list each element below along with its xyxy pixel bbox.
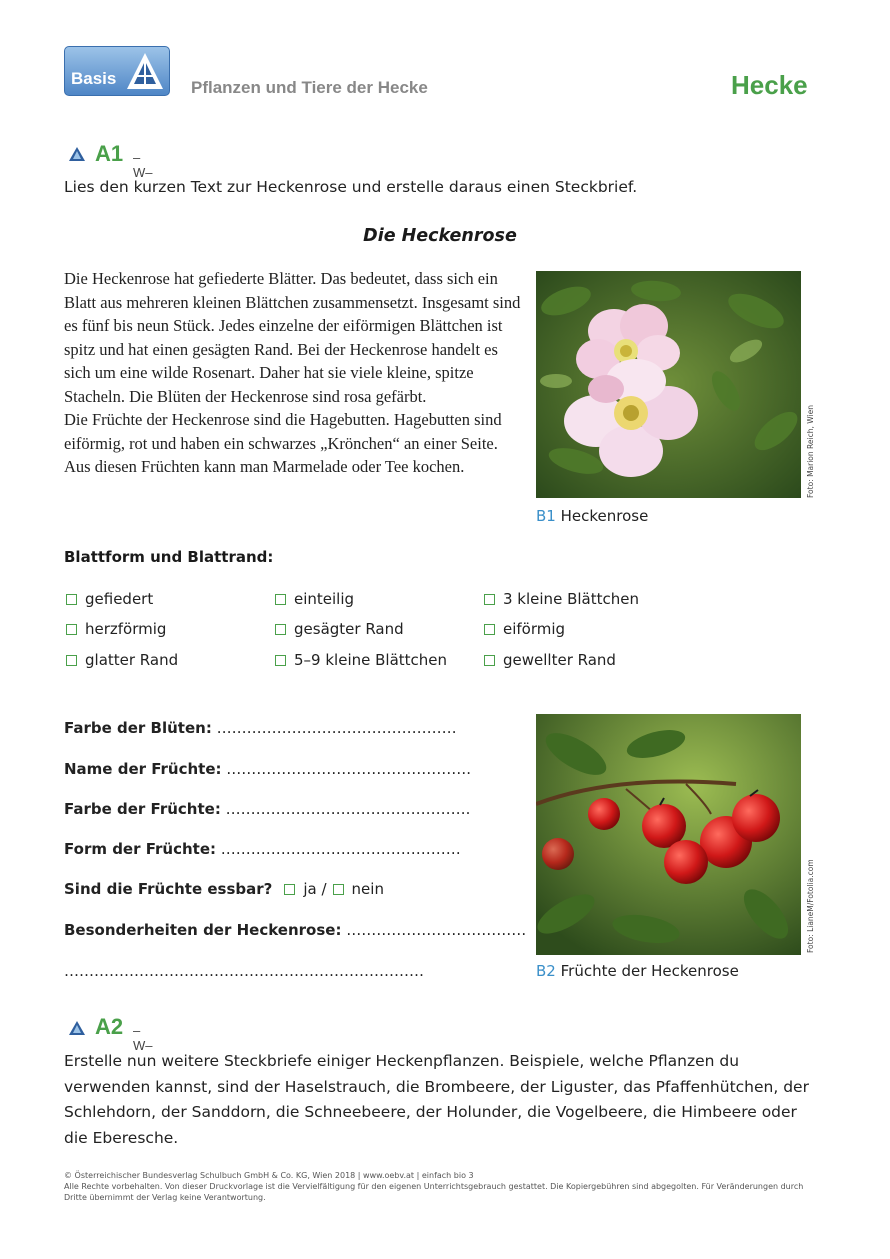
- checkbox-no[interactable]: [333, 884, 344, 895]
- edible-yes-label: ja /: [303, 880, 327, 898]
- field-label: Form der Früchte:: [64, 840, 216, 858]
- story-text: [64, 267, 524, 479]
- option-herzfoermig[interactable]: [66, 620, 166, 638]
- option-5-9-blaettchen[interactable]: [275, 651, 447, 669]
- figure-caption-2: [536, 962, 739, 980]
- field-fruit-color[interactable]: [64, 800, 470, 818]
- footer: [64, 1170, 824, 1203]
- checkbox[interactable]: [66, 624, 77, 635]
- level-triangle-icon: [68, 146, 86, 162]
- field-fruit-name[interactable]: [64, 760, 471, 778]
- figure-number: B2: [536, 962, 556, 980]
- checkbox[interactable]: [275, 594, 286, 605]
- field-fruit-shape[interactable]: [64, 840, 461, 858]
- task-number: A1: [95, 141, 124, 166]
- photo-heckenrose: [536, 271, 801, 498]
- field-label: Farbe der Früchte:: [64, 800, 221, 818]
- fill-in-line[interactable]: …………………………………………: [216, 719, 457, 737]
- option-label: gewellter Rand: [503, 651, 616, 669]
- task-kind: –W–: [133, 150, 153, 180]
- field-special[interactable]: [64, 921, 526, 939]
- field-label: Farbe der Blüten:: [64, 719, 212, 737]
- field-label: Name der Früchte:: [64, 760, 222, 778]
- edible-no-label: nein: [351, 880, 384, 898]
- option-label: gesägter Rand: [294, 620, 404, 638]
- checkbox[interactable]: [66, 594, 77, 605]
- option-gesaegter-rand[interactable]: [275, 620, 404, 638]
- fill-in-line[interactable]: …………………………………………: [220, 840, 461, 858]
- checkbox[interactable]: [484, 624, 495, 635]
- task-a2-instruction: Erstelle nun weitere Steckbriefe einiger Heckenpflanzen. Beispiele, welche Pflanzen du verwenden kannst, sind der Haselstrauch, die Brombeere, der Liguster, das Pfaffenhütchen, der Schlehdorn, der Sanddorn, die Schneebeere, der Holunder, die Vogelbeere, die Himbeere oder die Eberesche.: [64, 1052, 809, 1147]
- checkbox[interactable]: [484, 655, 495, 666]
- footer-copyright: © Österreichischer Bundesverlag Schulbuch GmbH & Co. KG, Wien 2018 | www.oebv.at | einfach bio 3: [64, 1171, 474, 1180]
- option-label: eiförmig: [503, 620, 566, 638]
- fill-in-line[interactable]: ………………………………………….: [225, 800, 471, 818]
- option-label: einteilig: [294, 590, 355, 608]
- task-kind: –W–: [133, 1023, 153, 1053]
- logo-label: Basis: [71, 69, 117, 88]
- option-3-blaettchen[interactable]: [484, 590, 639, 608]
- option-label: herzförmig: [85, 620, 167, 638]
- checkbox[interactable]: [275, 655, 286, 666]
- figure-caption-1: [536, 507, 648, 525]
- basis-logo: [64, 46, 170, 96]
- fill-in-line[interactable]: ………………………………: [346, 921, 527, 939]
- option-einteilig[interactable]: [275, 590, 354, 608]
- checkbox-yes[interactable]: [284, 884, 295, 895]
- option-label: gefiedert: [85, 590, 154, 608]
- page-subtitle: Pflanzen und Tiere der Hecke: [191, 78, 428, 97]
- figure-caption-text: Früchte der Heckenrose: [560, 962, 739, 980]
- photo-credit-2: Foto: LianeM/Fotolia.com: [806, 859, 815, 953]
- option-label: 5–9 kleine Blättchen: [294, 651, 448, 669]
- option-eifoermig[interactable]: [484, 620, 565, 638]
- task-a1-instruction: Lies den kurzen Text zur Heckenrose und erstelle daraus einen Steckbrief.: [64, 178, 638, 196]
- checkbox[interactable]: [66, 655, 77, 666]
- option-gewellter-rand[interactable]: [484, 651, 616, 669]
- checkbox[interactable]: [484, 594, 495, 605]
- field-label: Besonderheiten der Heckenrose:: [64, 921, 342, 939]
- story-title: Die Heckenrose: [363, 226, 517, 246]
- option-glatter-rand[interactable]: [66, 651, 178, 669]
- option-label: glatter Rand: [85, 651, 179, 669]
- story-paragraph-2: Die Früchte der Heckenrose sind die Hagebutten. Hagebutten sind eiförmig, rot und haben ein schwarzes „Krönchen“ an einer Seite. Aus diesen Früchten kann man Marmelade oder Tee kochen.: [64, 410, 502, 476]
- field-label: Sind die Früchte essbar?: [64, 880, 273, 898]
- footer-rights: Alle Rechte vorbehalten. Von dieser Druckvorlage ist die Vervielfältigung für den eigenen Unterrichtsgebrauch gestattet. Die Kopiergebühren sind abgegolten. Für Veränderungen durch Dritte übernimmt der Verlag keine Verantwortung.: [64, 1182, 804, 1202]
- page-topic: Hecke: [731, 70, 808, 100]
- triangle-logo-icon: [125, 51, 165, 91]
- field-extra-line[interactable]: ………………………………………………………………: [64, 962, 424, 980]
- photo-hagebutten: [536, 714, 801, 955]
- story-paragraph-1: Die Heckenrose hat gefiederte Blätter. Das bedeutet, dass sich ein Blatt aus mehreren kleinen Blättchen zusammensetzt. Insgesamt sind es fünf bis neun Stück. Jedes einzelne der eiförmigen Blättchen ist spitz und hat einen gesägten Rand. Bei der Heckenrose handelt es sich um eine wilde Rosenart. Daher hat sie viele kleine, spitze Stacheln. Die Blüten der Heckenrose sind rosa gefärbt.: [64, 269, 521, 406]
- level-triangle-icon: [68, 1020, 86, 1036]
- field-edible: [64, 880, 384, 898]
- leaf-section-heading: Blattform und Blattrand:: [64, 548, 274, 566]
- field-flower-color[interactable]: [64, 719, 457, 737]
- option-gefiedert[interactable]: [66, 590, 153, 608]
- fill-in-line[interactable]: ………………………………………….: [226, 760, 472, 778]
- figure-number: B1: [536, 507, 556, 525]
- photo-credit-1: Foto: Marion Reich, Wien: [806, 405, 815, 498]
- task-number: A2: [95, 1014, 124, 1039]
- checkbox[interactable]: [275, 624, 286, 635]
- figure-caption-text: Heckenrose: [560, 507, 649, 525]
- option-label: 3 kleine Blättchen: [503, 590, 639, 608]
